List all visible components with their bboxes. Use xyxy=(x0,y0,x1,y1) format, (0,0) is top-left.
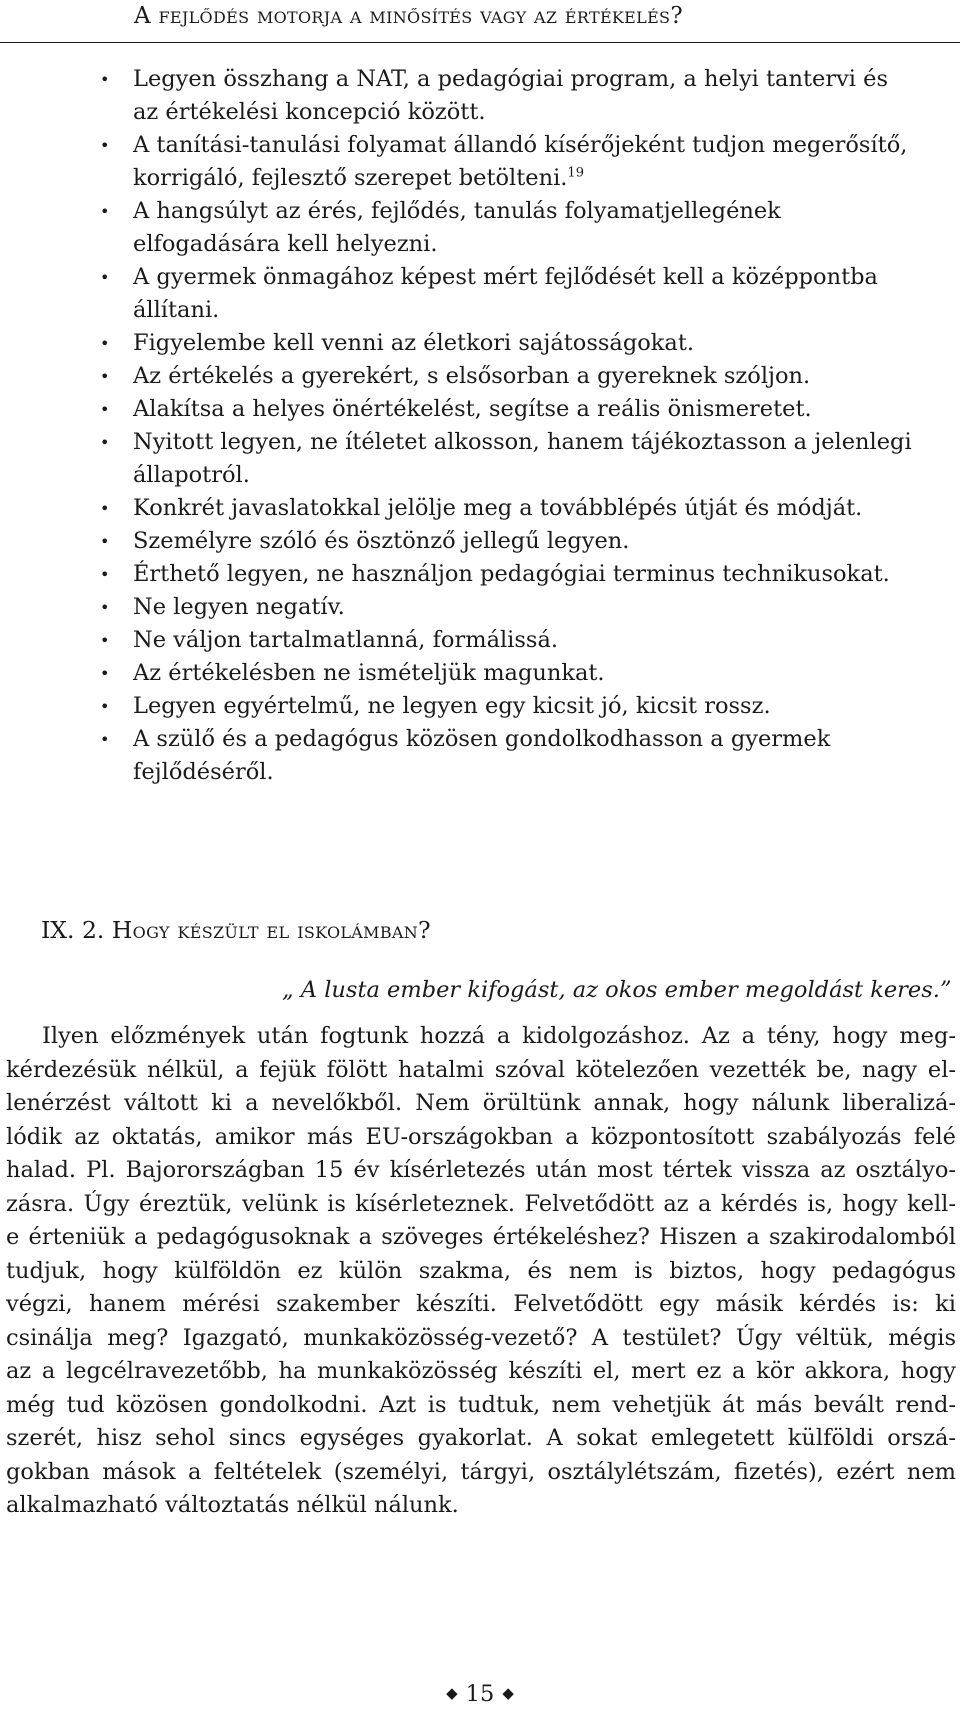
body-line: végzi, hanem mérési szakember készíti. Felvetődött egy másik kérdés is: ki xyxy=(6,1291,956,1317)
list-item-text: A hangsúlyt az érés, fejlődés, tanulás folyamatjellegének elfogadására kell helyezni. xyxy=(133,198,781,257)
list-item-text: Figyelembe kell venni az életkori sajátosságokat. xyxy=(133,330,695,356)
section-heading xyxy=(41,916,431,944)
list-item-text: Ne váljon tartalmatlanná, formálissá. xyxy=(133,627,559,653)
section-number: IX. 2. xyxy=(41,916,105,944)
bullet-icon: • xyxy=(100,730,110,749)
footnote-marker: 19 xyxy=(567,165,584,181)
list-item-text: A szülő és a pedagógus közösen gondolkodhasson a gyermek fejlődéséről. xyxy=(133,726,831,785)
body-line: zásra. Úgy éreztük, velünk is kísérleteznek. Felvetődött az a kérdés is, hogy kell- xyxy=(6,1190,956,1217)
list-item-text: Legyen egyértelmű, ne legyen egy kicsit jó, kicsit rossz. xyxy=(133,693,771,719)
diamond-ornament-icon: ◆ xyxy=(502,1684,514,1702)
page-footer xyxy=(0,1681,960,1707)
body-line: lódik az oktatás, amikor más EU-országokban a központosított szabályozás felé xyxy=(6,1123,956,1150)
list-item xyxy=(100,327,920,360)
body-line: halad. Pl. Bajorországban 15 év kísérletezés után most tértek vissza az osztályo- xyxy=(6,1157,956,1183)
bullet-icon: • xyxy=(100,70,110,89)
list-item-text: Konkrét javaslatokkal jelölje meg a továbblépés útját és módját. xyxy=(133,495,863,521)
list-item-text: Érthető legyen, ne használjon pedagógiai terminus technikusokat. xyxy=(133,561,890,587)
list-item xyxy=(100,690,920,723)
bullet-icon: • xyxy=(100,499,110,518)
bullet-icon: • xyxy=(100,268,110,287)
requirements-list xyxy=(100,63,920,789)
bullet-icon: • xyxy=(100,136,110,155)
list-item xyxy=(100,195,920,261)
bullet-icon: • xyxy=(100,697,110,716)
body-line: gokban mások a feltételek (személyi, tárgyi, osztálylétszám, fizetés), ezért nem xyxy=(6,1458,956,1485)
bullet-icon: • xyxy=(100,433,110,452)
body-line: alkalmazható változtatás nélkül nálunk. xyxy=(6,1492,459,1518)
motto-text: „ A lusta ember kifogást, az okos ember megoldást keres.” xyxy=(282,977,952,1003)
list-item-text: Ne legyen negatív. xyxy=(133,594,345,620)
bullet-icon: • xyxy=(100,565,110,584)
body-paragraph xyxy=(6,1020,956,1523)
diamond-ornament-icon: ◆ xyxy=(446,1684,458,1702)
bullet-icon: • xyxy=(100,202,110,221)
list-item xyxy=(100,426,920,492)
list-item-text: Alakítsa a helyes önértékelést, segítse a reális önismeretet. xyxy=(133,396,812,422)
list-item-text: Legyen összhang a NAT, a pedagógiai program, a helyi tantervi és az értékelési koncepció között. xyxy=(133,66,888,125)
page-number: 15 xyxy=(465,1681,495,1707)
body-line: csinálja meg? Igazgató, munkaközösség-vezető? A testület? Úgy véltük, mégis xyxy=(6,1324,956,1351)
list-item xyxy=(100,63,920,129)
list-item xyxy=(100,558,920,591)
body-line: még tud közösen gondolkodni. Azt is tudtuk, nem vehetjük át más bevált rend- xyxy=(6,1391,956,1418)
body-line: tudjuk, hogy külföldön ez külön szakma, és nem is biztos, hogy pedagógus xyxy=(6,1257,956,1284)
body-line: kérdezésük nélkül, a fejük fölött hatalmi szóval kötelezően vezették be, nagy el- xyxy=(6,1056,956,1083)
bullet-icon: • xyxy=(100,631,110,650)
list-item xyxy=(100,360,920,393)
list-item xyxy=(100,723,920,789)
list-item xyxy=(100,657,920,690)
running-head-title: A fejlődés motorja a minősítés vagy az értékelés? xyxy=(134,3,683,29)
bullet-icon: • xyxy=(100,400,110,419)
list-item-text: Az értékelésben ne ismételjük magunkat. xyxy=(133,660,605,686)
body-line: szerét, hisz sehol sincs egységes gyakorlat. A sokat emlegetett külföldi orszá- xyxy=(6,1425,956,1451)
section-title: Hogy készült el iskolámban? xyxy=(111,916,431,944)
list-item-text: Személyre szóló és ösztönző jellegű legyen. xyxy=(133,528,630,554)
list-item xyxy=(100,591,920,624)
list-item-text: Nyitott legyen, ne ítéletet alkosson, hanem tájékoztasson a jelenlegi állapotról. xyxy=(133,429,912,488)
list-item xyxy=(100,624,920,657)
list-item-text: A gyermek önmagához képest mért fejlődését kell a középpontba állítani. xyxy=(133,264,878,323)
list-item-text: A tanítási-tanulási folyamat állandó kísérőjeként tudjon megerősítő, korrigáló, fejlesztő szerepet betölteni. xyxy=(133,132,908,191)
list-item xyxy=(100,261,920,327)
body-line: e érteniük a pedagógusoknak a szöveges értékeléshez? Hiszen a szakirodalomból xyxy=(6,1224,956,1250)
bullet-icon: • xyxy=(100,532,110,551)
list-item xyxy=(100,525,920,558)
bullet-icon: • xyxy=(100,598,110,617)
body-line: lenérzést váltott ki a nevelőkből. Nem örültünk annak, hogy nálunk liberalizá- xyxy=(6,1090,956,1116)
list-item xyxy=(100,393,920,426)
running-head xyxy=(0,0,960,43)
list-item-text: Az értékelés a gyerekért, s elsősorban a gyereknek szóljon. xyxy=(133,363,811,389)
body-line: Ilyen előzmények után fogtunk hozzá a kidolgozáshoz. Az a tény, hogy meg- xyxy=(42,1023,956,1049)
bullet-icon: • xyxy=(100,664,110,683)
list-item xyxy=(100,492,920,525)
body-line: az a legcélravezetőbb, ha munkaközösség készíti el, mert ez a kör akkora, hogy xyxy=(6,1358,956,1384)
bullet-icon: • xyxy=(100,334,110,353)
list-item xyxy=(100,129,920,195)
bullet-icon: • xyxy=(100,367,110,386)
